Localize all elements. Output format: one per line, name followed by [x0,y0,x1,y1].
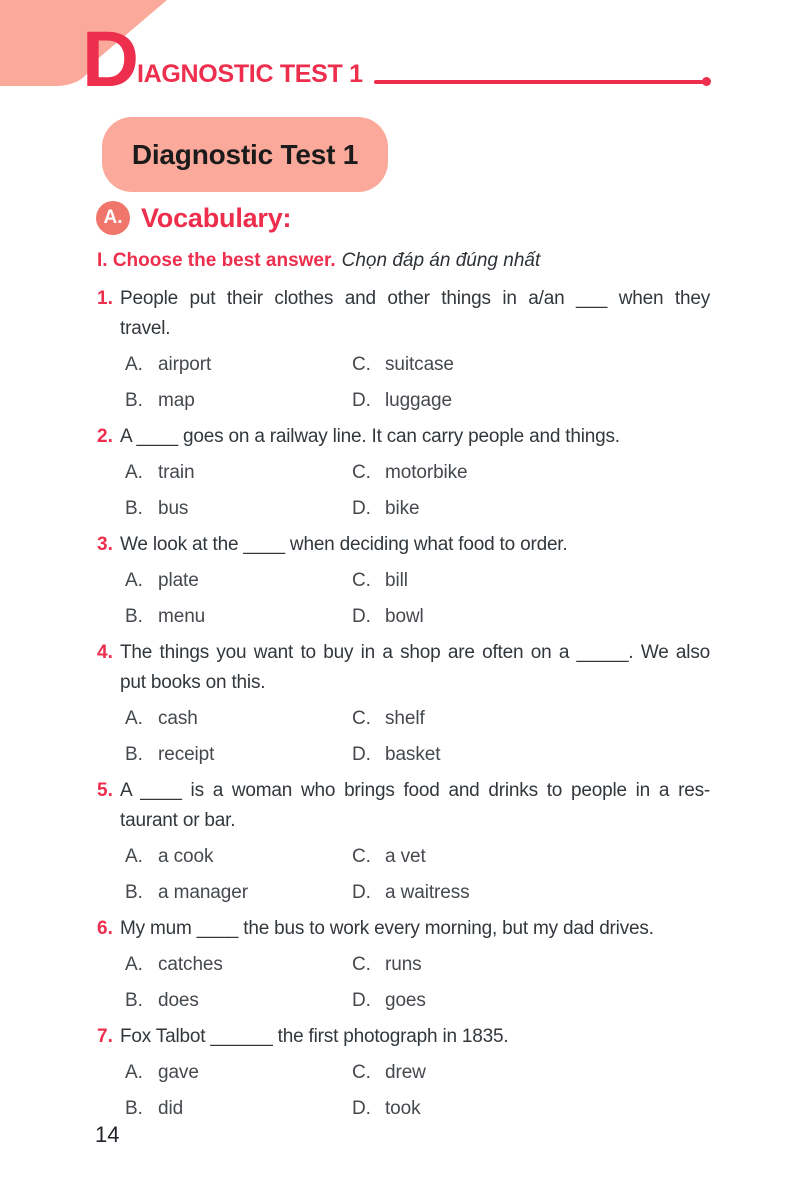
question-body [120,914,710,1022]
instruction-vietnamese: Chọn đáp án đúng nhất [341,250,541,271]
option-text: gave [158,1062,199,1083]
question-list [97,284,710,1130]
option-text: menu [158,606,206,627]
option-text: a waitress [385,882,470,903]
option-text: basket [385,744,441,765]
option-c [352,354,710,376]
question-text-line: A ____ is a woman who brings food and drinks to people in a res- [120,780,710,801]
option-letter: C. [352,954,371,975]
option-b [125,498,352,520]
option-letter: A. [125,708,143,729]
question-number: 3. [97,534,113,555]
option-letter: B. [125,744,143,765]
question-body [120,1022,710,1130]
option-c [352,954,710,976]
option-letter: C. [352,708,371,729]
question-text-line: A ____ goes on a railway line. It can carry people and things. [120,426,620,447]
question-body [120,638,710,776]
option-text: airport [158,354,212,375]
option-text: does [158,990,199,1011]
section-header [96,201,797,235]
page-content [0,200,797,1130]
options-grid [125,701,710,773]
option-a [125,954,352,976]
option-letter: D. [352,1098,371,1119]
question-3 [97,530,710,638]
page-number: 14 [95,1122,120,1147]
option-text: plate [158,570,199,591]
option-text: a vet [385,846,426,867]
option-d [352,882,710,904]
option-a [125,846,352,868]
option-a [125,462,352,484]
options-grid [125,839,710,911]
option-d [352,744,710,766]
question-text-line: put books on this. [120,672,266,693]
option-letter: C. [352,1062,371,1083]
options-grid [125,455,710,527]
option-b [125,990,352,1012]
option-letter: C. [352,462,371,483]
question-body [120,284,710,422]
option-text: drew [385,1062,426,1083]
option-text: a manager [158,882,248,903]
question-2 [97,422,710,530]
option-b [125,606,352,628]
option-b [125,1098,352,1120]
question-number: 2. [97,426,113,447]
option-letter: B. [125,390,143,411]
option-letter: B. [125,990,143,1011]
option-a [125,708,352,730]
option-a [125,354,352,376]
option-text: luggage [385,390,452,411]
page-header-title: IAGNOSTIC TEST 1 [137,60,363,88]
question-number: 5. [97,780,113,801]
option-letter: D. [352,390,371,411]
option-letter: B. [125,1098,143,1119]
question-text-line: taurant or bar. [120,810,236,831]
question-5 [97,776,710,914]
question-body [120,422,710,530]
section-letter-badge: A. [96,201,130,235]
instruction-english: I. Choose the best answer. [97,250,336,271]
option-text: bowl [385,606,424,627]
option-d [352,390,710,412]
question-text-line: The things you want to buy in a shop are often on a _____. We also [120,642,710,663]
option-b [125,882,352,904]
options-grid [125,1055,710,1127]
options-grid [125,347,710,419]
section-title: Vocabulary: [141,202,292,233]
option-c [352,708,710,730]
option-letter: D. [352,606,371,627]
option-a [125,570,352,592]
option-letter: D. [352,744,371,765]
option-c [352,846,710,868]
option-text: bus [158,498,189,519]
question-6 [97,914,710,1022]
question-4 [97,638,710,776]
option-c [352,462,710,484]
option-text: goes [385,990,426,1011]
option-d [352,990,710,1012]
option-letter: D. [352,498,371,519]
option-letter: C. [352,354,371,375]
question-text-line: People put their clothes and other things in a/an ___ when they [120,288,710,309]
option-letter: A. [125,354,143,375]
option-d [352,498,710,520]
option-letter: A. [125,954,143,975]
question-body [120,530,710,638]
option-b [125,744,352,766]
options-grid [125,947,710,1019]
option-letter: A. [125,846,143,867]
option-c [352,1062,710,1084]
option-letter: A. [125,1062,143,1083]
option-c [352,570,710,592]
question-text-line: My mum ____ the bus to work every morning, but my dad drives. [120,918,654,939]
option-text: map [158,390,195,411]
option-letter: B. [125,498,143,519]
option-text: a cook [158,846,214,867]
option-text: receipt [158,744,215,765]
question-number: 6. [97,918,113,939]
question-text-line: travel. [120,318,171,339]
option-text: motorbike [385,462,468,483]
page-header [0,0,797,200]
question-7 [97,1022,710,1130]
option-letter: C. [352,570,371,591]
question-text-line: Fox Talbot ______ the first photograph in 1835. [120,1026,509,1047]
option-text: did [158,1098,184,1119]
question-number: 7. [97,1026,113,1047]
option-text: cash [158,708,198,729]
option-letter: A. [125,462,143,483]
option-letter: B. [125,606,143,627]
question-number: 1. [97,288,113,309]
option-text: runs [385,954,422,975]
question-1 [97,284,710,422]
option-d [352,1098,710,1120]
option-b [125,390,352,412]
option-text: bill [385,570,408,591]
instruction-line [97,249,710,273]
drop-cap-letter: D [82,14,140,103]
option-text: catches [158,954,223,975]
test-title-badge: Diagnostic Test 1 [102,117,388,192]
option-a [125,1062,352,1084]
option-letter: D. [352,882,371,903]
option-text: suitcase [385,354,454,375]
options-grid [125,563,710,635]
option-text: train [158,462,195,483]
option-d [352,606,710,628]
option-letter: D. [352,990,371,1011]
question-text-line: We look at the ____ when deciding what food to order. [120,534,568,555]
option-text: bike [385,498,420,519]
option-letter: A. [125,570,143,591]
option-text: took [385,1098,421,1119]
option-text: shelf [385,708,425,729]
header-rule-divider [374,80,706,84]
question-number: 4. [97,642,113,663]
question-body [120,776,710,914]
option-letter: C. [352,846,371,867]
option-letter: B. [125,882,143,903]
